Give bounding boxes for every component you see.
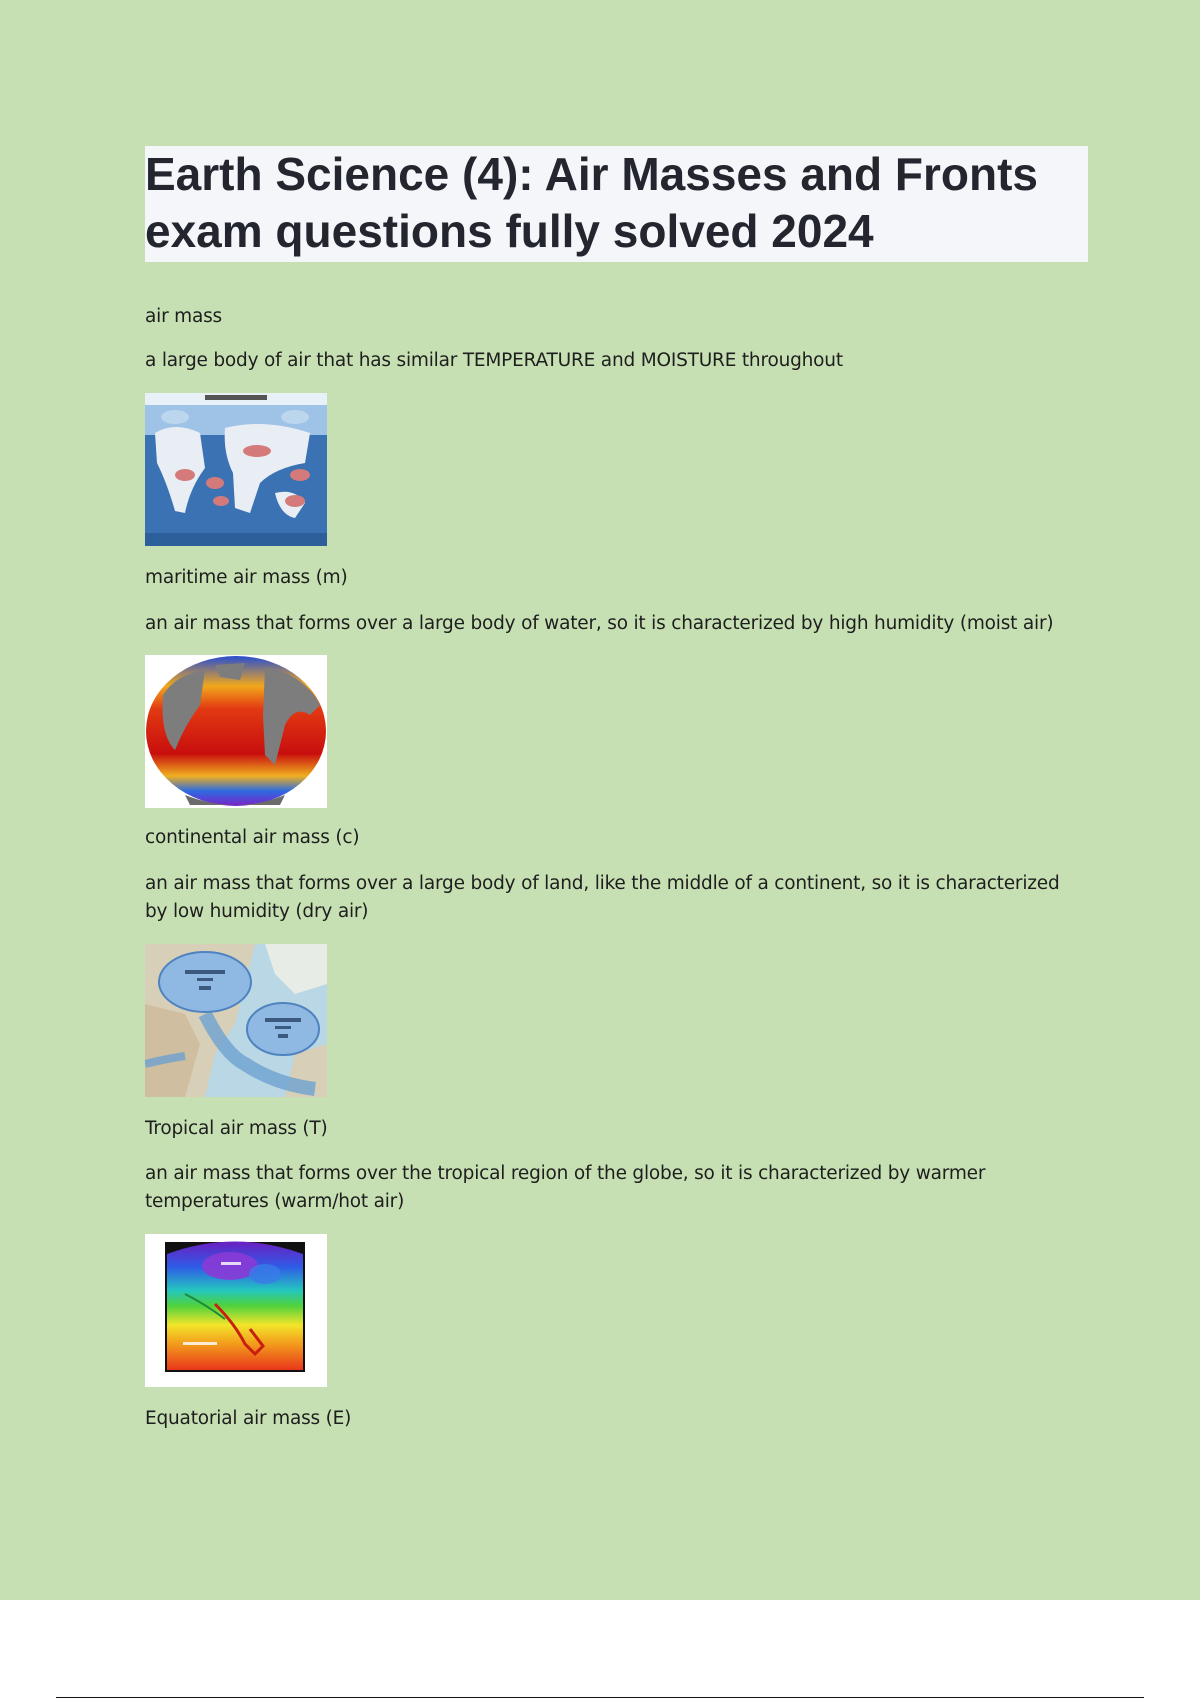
- term-maritime-air-mass: maritime air mass (m): [145, 567, 348, 588]
- continental-polar-map-image: [145, 944, 327, 1097]
- air-mass-classification-map-image: [145, 393, 327, 546]
- definition-maritime-air-mass: an air mass that forms over a large body of water, so it is characterized by high humidity (moist air): [145, 613, 1054, 634]
- term-tropical-air-mass: Tropical air mass (T): [145, 1118, 328, 1139]
- definition-continental-air-mass: an air mass that forms over a large body of land, like the middle of a continent, so it is characterized by low humidity (dry air): [145, 873, 1060, 922]
- ocean-temperature-globe-image: [145, 655, 327, 808]
- term-equatorial-air-mass: Equatorial air mass (E): [145, 1408, 352, 1429]
- footer-divider: [56, 1697, 1144, 1698]
- term-continental-air-mass: continental air mass (c): [145, 827, 360, 848]
- definition-air-mass: a large body of air that has similar TEMPERATURE and MOISTURE throughout: [145, 350, 843, 371]
- document-title: Earth Science (4): Air Masses and Fronts exam questions fully solved 2024: [145, 146, 1088, 262]
- temperature-heat-map-image: [145, 1234, 327, 1387]
- definition-tropical-air-mass: an air mass that forms over the tropical region of the globe, so it is characterized by warmer temperatures (warm/hot air): [145, 1163, 986, 1212]
- term-air-mass: air mass: [145, 306, 222, 327]
